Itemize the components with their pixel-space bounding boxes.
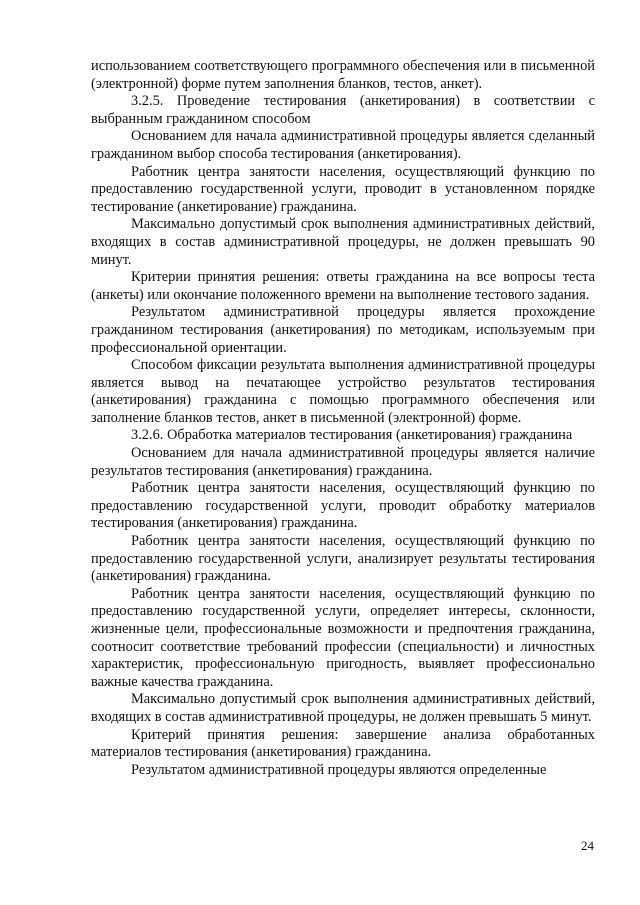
- paragraph: Критерии принятия решения: ответы гражданина на все вопросы теста (анкеты) или окончание положенного времени на выполнение тестового задания.: [91, 269, 595, 303]
- body-text: [91, 58, 595, 779]
- paragraph: Работник центра занятости населения, осуществляющий функцию по предоставлению государственной услуги, проводит обработку материалов тестирования (анкетирования) гражданина.: [91, 480, 595, 532]
- paragraph: Работник центра занятости населения, осуществляющий функцию по предоставлению государственной услуги, определяет интересы, склонности, жизненные цели, профессиональные возможности и предпочтения гражданина, соотносит соответствие требований профессии (специальности) и личностных характеристик, профессиональную пригодность, выявляет профессионально важные качества гражданина.: [91, 585, 595, 690]
- section-heading-3-2-6: 3.2.6. Обработка материалов тестирования (анкетирования) гражданина: [131, 427, 573, 444]
- paragraph: Работник центра занятости населения, осуществляющий функцию по предоставлению государственной услуги, проводит в установленном порядке тестирование (анкетирование) гражданина.: [91, 163, 595, 215]
- paragraph: Критерий принятия решения: завершение анализа обработанных материалов тестирования (анкетирования) гражданина.: [91, 726, 595, 761]
- paragraph-last: Результатом административной процедуры являются определенные: [131, 761, 547, 778]
- paragraph-continuation: использованием соответствующего программного обеспечения или в письменной (электронной) форме путем заполнения бланков, тестов, анкет).: [91, 58, 595, 92]
- paragraph: Работник центра занятости населения, осуществляющий функцию по предоставлению государственной услуги, анализирует результаты тестирования (анкетирования) гражданина.: [91, 533, 595, 585]
- paragraph: Результатом административной процедуры является прохождение гражданином тестирования (анкетирования) по методикам, используемым при профессиональной ориентации.: [91, 304, 595, 356]
- paragraph: Основанием для начала административной процедуры является наличие результатов тестирования (анкетирования) гражданина.: [91, 445, 595, 479]
- section-heading-3-2-5: 3.2.5. Проведение тестирования (анкетирования) в соответствии с выбранным гражданином способом: [91, 93, 595, 127]
- paragraph: Основанием для начала административной процедуры является сделанный гражданином выбор способа тестирования (анкетирования).: [91, 128, 595, 162]
- paragraph: Максимально допустимый срок выполнения административных действий, входящих в состав административной процедуры, не должен превышать 5 минут.: [91, 691, 595, 725]
- paragraph: Максимально допустимый срок выполнения административных действий, входящих в состав административной процедуры, не должен превышать 90 минут.: [91, 216, 595, 268]
- page-number: 24: [581, 838, 594, 853]
- paragraph: Способом фиксации результата выполнения административной процедуры является вывод на печатающее устройство результатов тестирования (анкетирования) гражданина с помощью программного обеспечения или заполнение бланков тестов, анкет в письменной (электронной) форме.: [91, 357, 595, 426]
